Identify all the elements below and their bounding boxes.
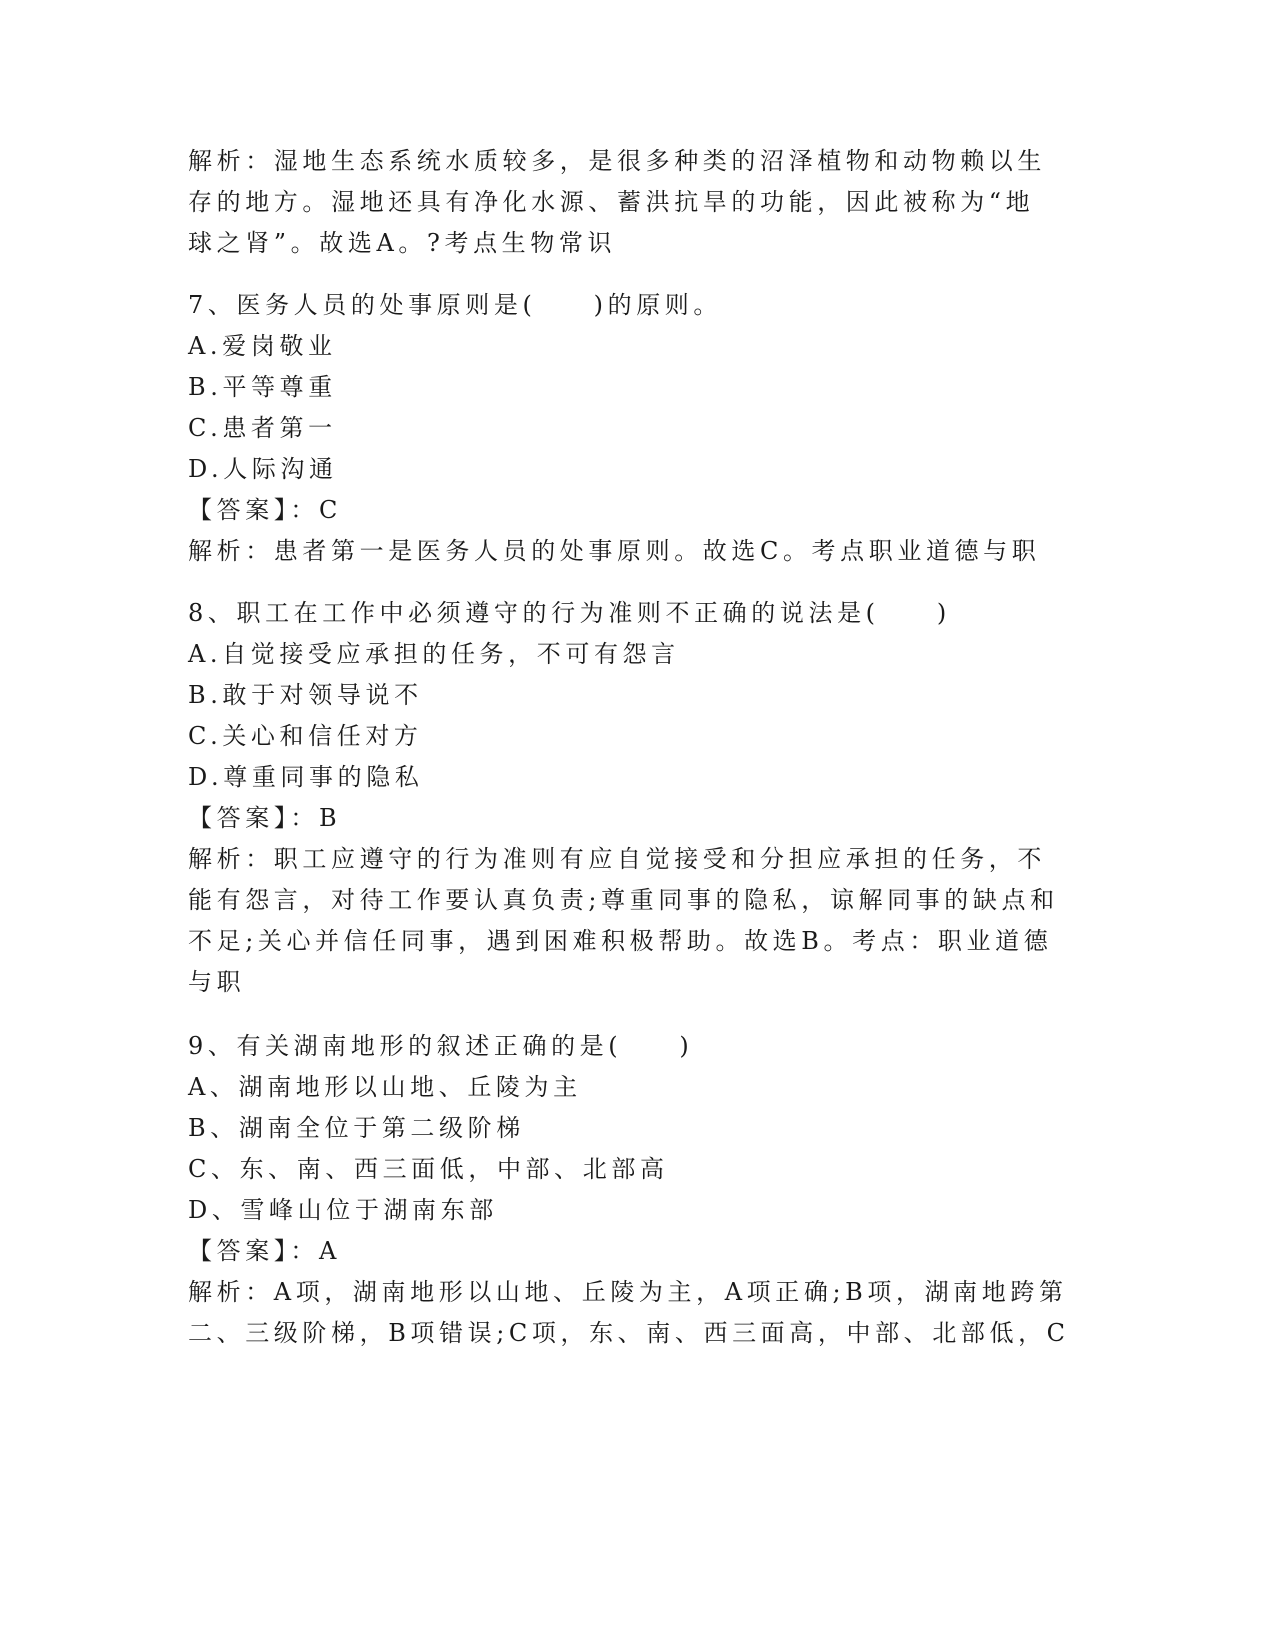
analysis-line: 解析：湿地生态系统水质较多，是很多种类的沼泽植物和动物赖以生 [188,147,1046,175]
analysis-line: 球之肾”。故选A。?考点生物常识 [188,229,617,257]
option: A、湖南地形以山地、丘陵为主 [188,1073,582,1101]
answer: 【答案】：B [188,804,342,832]
analysis-line: 与职 [188,968,246,996]
option: A.爱岗敬业 [188,332,337,360]
option: C.关心和信任对方 [188,722,423,750]
question-7-stem: 7、医务人员的处事原则是( )的原则。 [188,291,722,319]
option: D.尊重同事的隐私 [188,763,424,791]
option: C、东、南、西三面低，中部、北部高 [188,1155,669,1183]
option: A.自觉接受应承担的任务，不可有怨言 [188,640,680,668]
answer: 【答案】：C [188,496,342,524]
analysis-line: 二、三级阶梯，B项错误;C项，东、南、西三面高，中部、北部低，C [188,1319,1070,1347]
analysis-line: 不足;关心并信任同事，遇到困难积极帮助。故选B。考点：职业道德 [188,927,1053,955]
option: B.敢于对领导说不 [188,681,423,709]
analysis-line: 解析：A项，湖南地形以山地、丘陵为主，A项正确;B项，湖南地跨第 [188,1278,1068,1306]
analysis-line: 解析：患者第一是医务人员的处事原则。故选C。考点职业道德与职 [188,537,1041,565]
option: B.平等尊重 [188,373,337,401]
option: B、湖南全位于第二级阶梯 [188,1114,525,1142]
question-8-stem: 8、职工在工作中必须遵守的行为准则不正确的说法是( ) [188,599,951,627]
option: D.人际沟通 [188,455,338,483]
answer: 【答案】：A [188,1237,341,1265]
option: C.患者第一 [188,414,337,442]
analysis-line: 存的地方。湿地还具有净化水源、蓄洪抗旱的功能，因此被称为“地 [188,188,1035,216]
option: D、雪峰山位于湖南东部 [188,1196,498,1224]
analysis-line: 解析：职工应遵守的行为准则有应自觉接受和分担应承担的任务，不 [188,845,1046,873]
question-9-stem: 9、有关湖南地形的叙述正确的是( ) [188,1032,694,1060]
analysis-line: 能有怨言，对待工作要认真负责;尊重同事的隐私，谅解同事的缺点和 [188,886,1059,914]
